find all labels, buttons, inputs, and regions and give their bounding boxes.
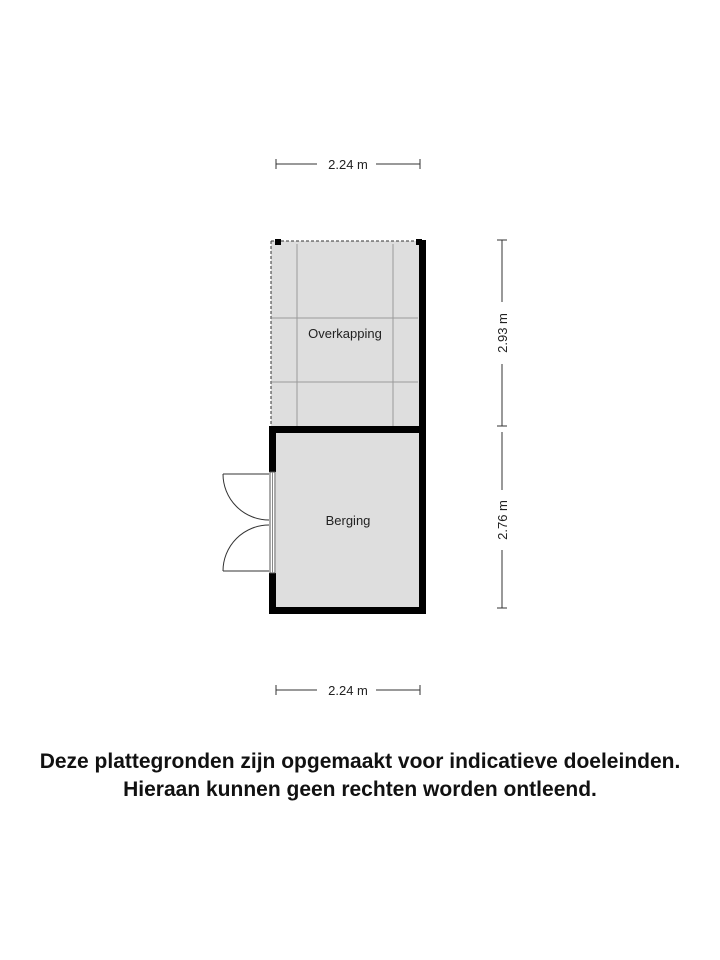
disclaimer-line-1: Deze plattegronden zijn opgemaakt voor indicatieve doeleinden.: [39, 750, 681, 773]
room-label-overkapping: Overkapping: [308, 326, 382, 341]
dimension-right-upper-label: 2.93 m: [495, 313, 510, 353]
room-overkapping: [271, 239, 426, 432]
dimension-right-lower: [495, 432, 510, 608]
dimension-right-lower-label: 2.76 m: [495, 500, 510, 540]
room-berging: [269, 426, 426, 614]
dimension-right-upper: [495, 240, 510, 426]
dimension-bottom: [276, 683, 420, 698]
dimension-top-label: 2.24 m: [328, 157, 368, 172]
double-door: [223, 474, 269, 571]
disclaimer-line-2: Hieraan kunnen geen rechten worden ontleend.: [123, 778, 597, 801]
room-label-berging: Berging: [325, 513, 371, 528]
disclaimer: [0, 748, 720, 804]
dimension-bottom-label: 2.24 m: [328, 683, 368, 698]
dimension-top: [276, 157, 420, 172]
